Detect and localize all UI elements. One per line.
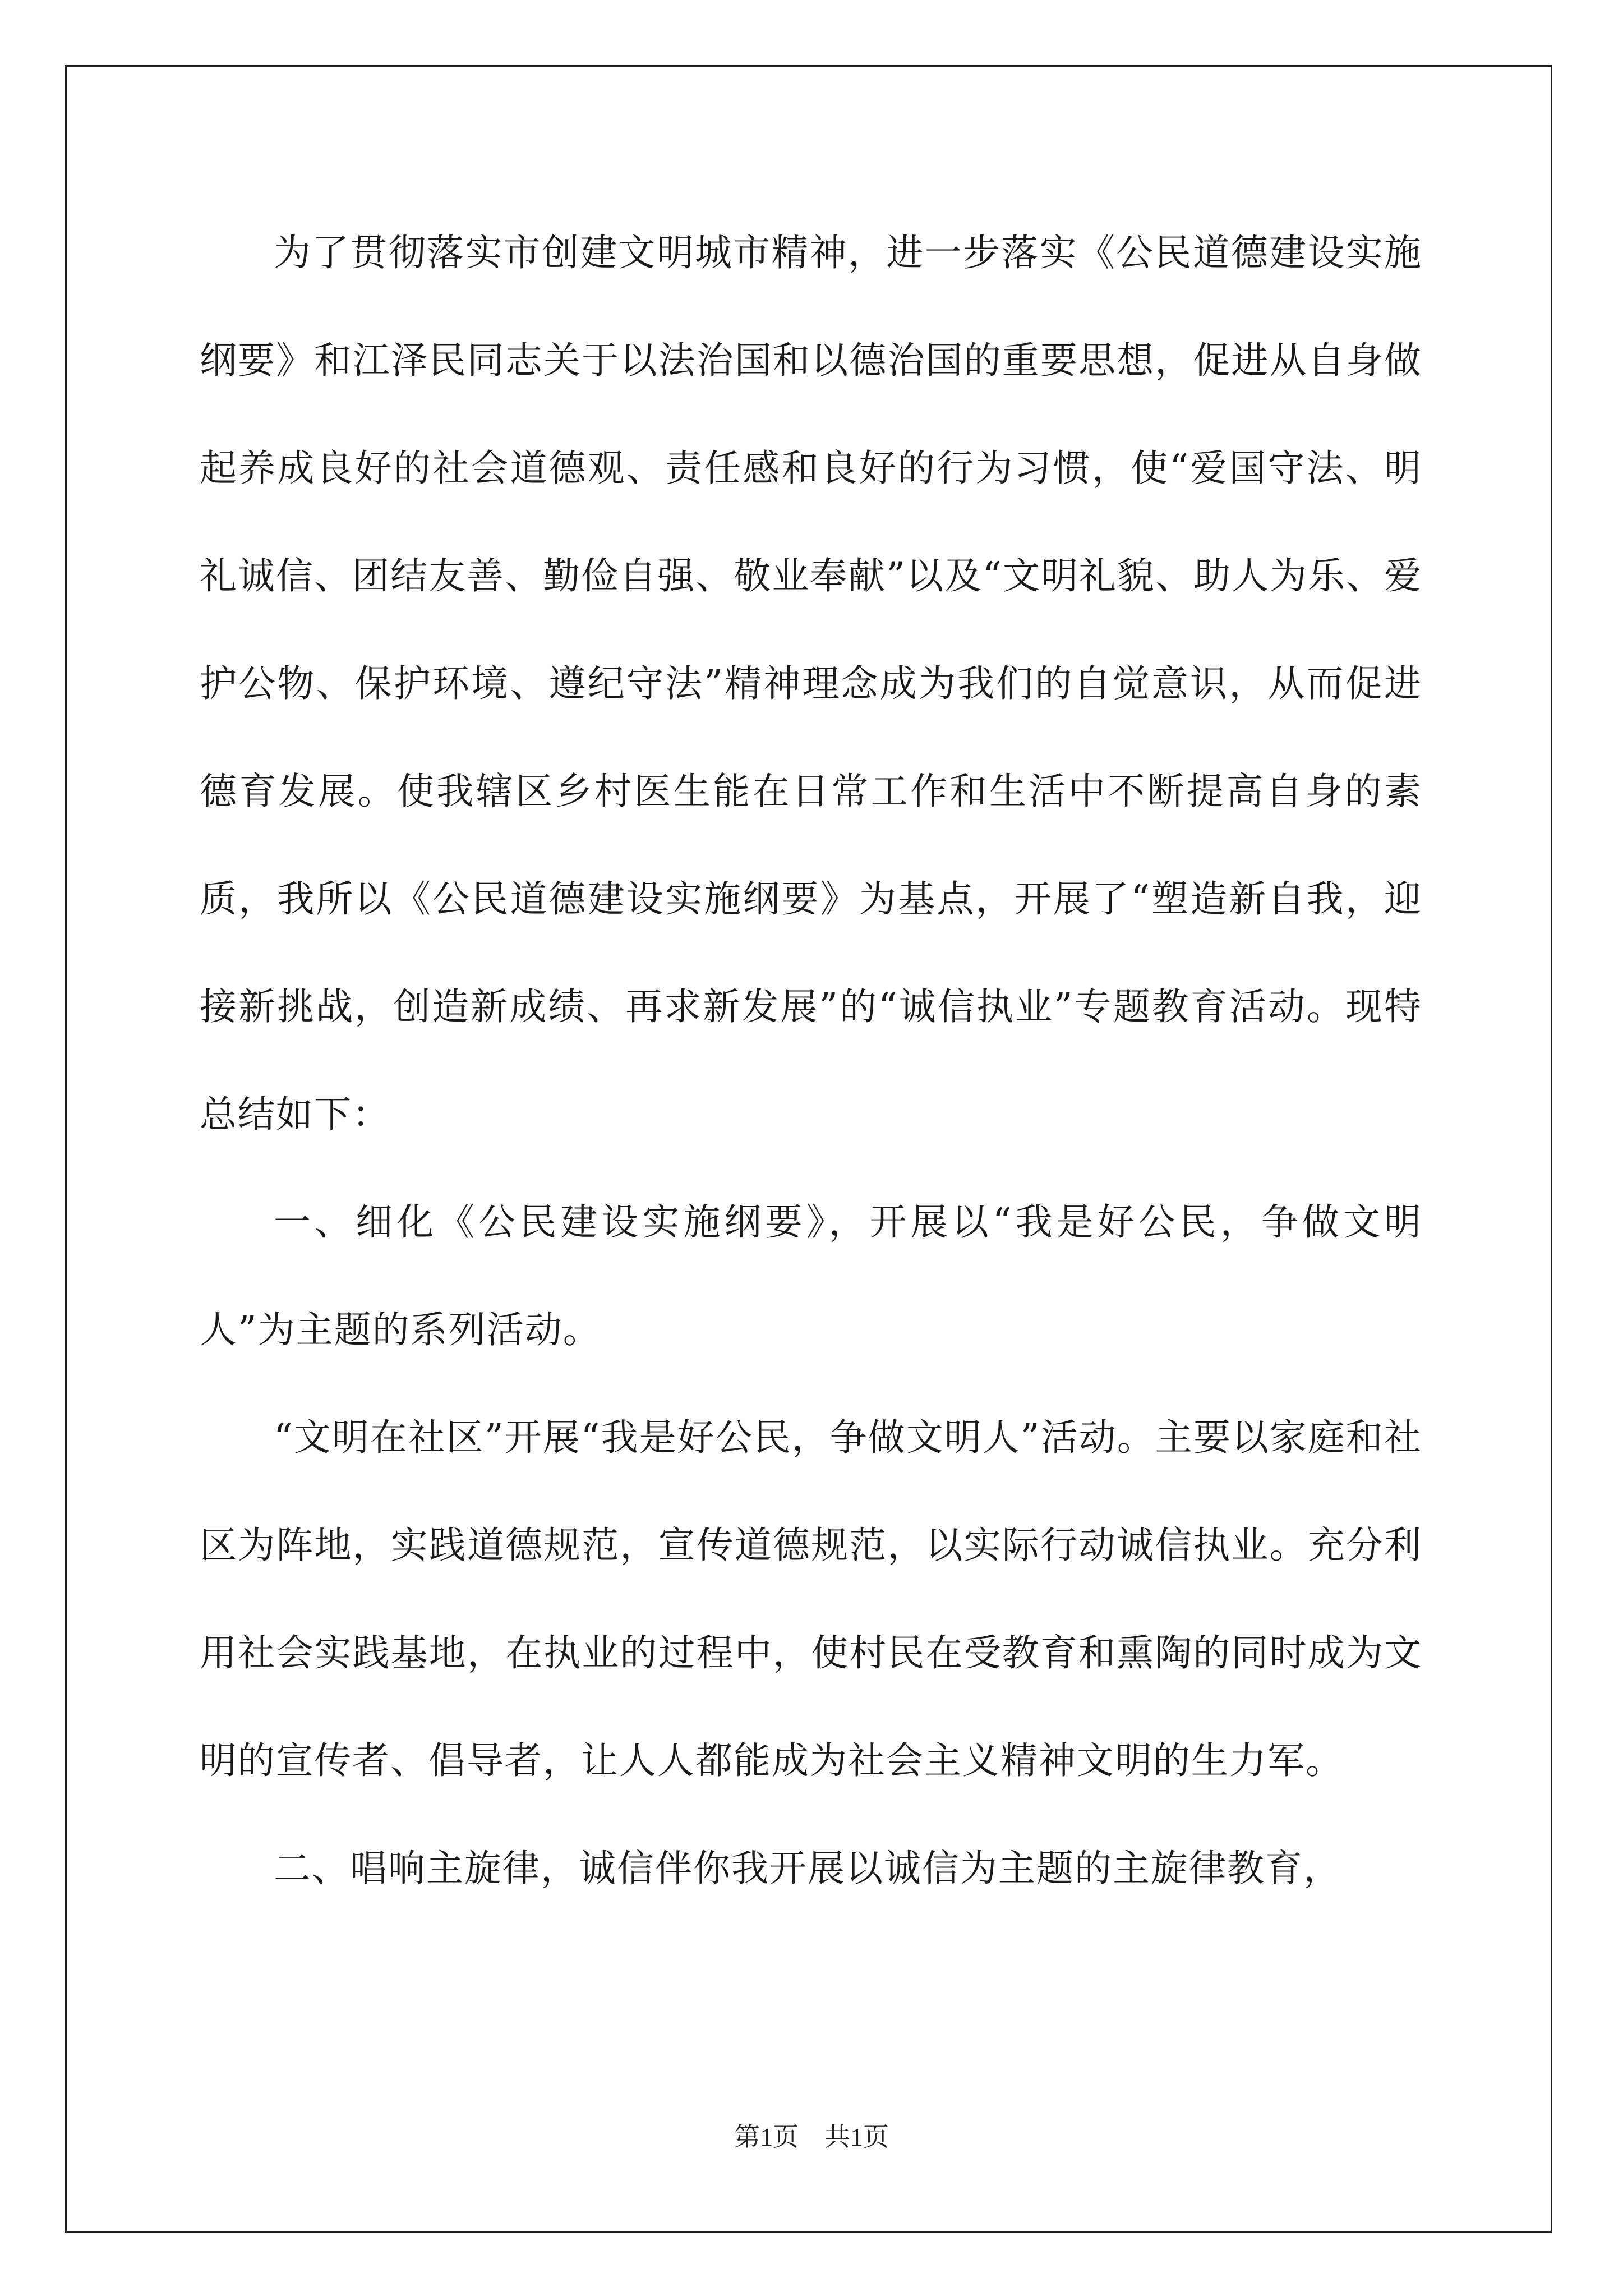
document-body: [200, 199, 1422, 1922]
paragraph-section-one-heading: 一、细化《公民建设实施纲要》，开展以“我是好公民，争做文明人”为主题的系列活动。: [200, 1200, 1422, 1351]
page-footer: [0, 2116, 1623, 2154]
paragraph-section-two-heading: 二、唱响主旋律，诚信伴你我开展以诚信为主题的主旋律教育，: [274, 1847, 1341, 1890]
paragraph-intro: 为了贯彻落实市创建文明城市精神，进一步落实《公民道德建设实施纲要》和江泽民同志关于以法治国和以德治国的重要思想，促进从自身做起养成良好的社会道德观、责任感和良好的行为习惯，使“爱国守法、明礼诚信、团结友善、勤俭自强、敬业奉献”以及“文明礼貌、助人为乐、爱护公物、保护环境、遵纪守法”精神理念成为我们的自觉意识，从而促进德育发展。使我辖区乡村医生能在日常工作和生活中不断提高自身的素质，我所以《公民道德建设实施纲要》为基点，开展了“塑造新自我，迎接新挑战，创造新成绩、再求新发展”的“诚信执业”专题教育活动。现特总结如下：: [200, 231, 1422, 1136]
page-total: 共1页: [824, 2123, 889, 2151]
paragraph-community-activity: “文明在社区”开展“我是好公民，争做文明人”活动。主要以家庭和社区为阵地，实践道德规范，宣传道德规范，以实际行动诚信执业。充分利用社会实践基地，在执业的过程中，使村民在受教育和熏陶的同时成为文明的宣传者、倡导者，让人人都能成为社会主义精神文明的生力军。: [200, 1416, 1422, 1782]
page-number: 第1页: [734, 2123, 799, 2151]
